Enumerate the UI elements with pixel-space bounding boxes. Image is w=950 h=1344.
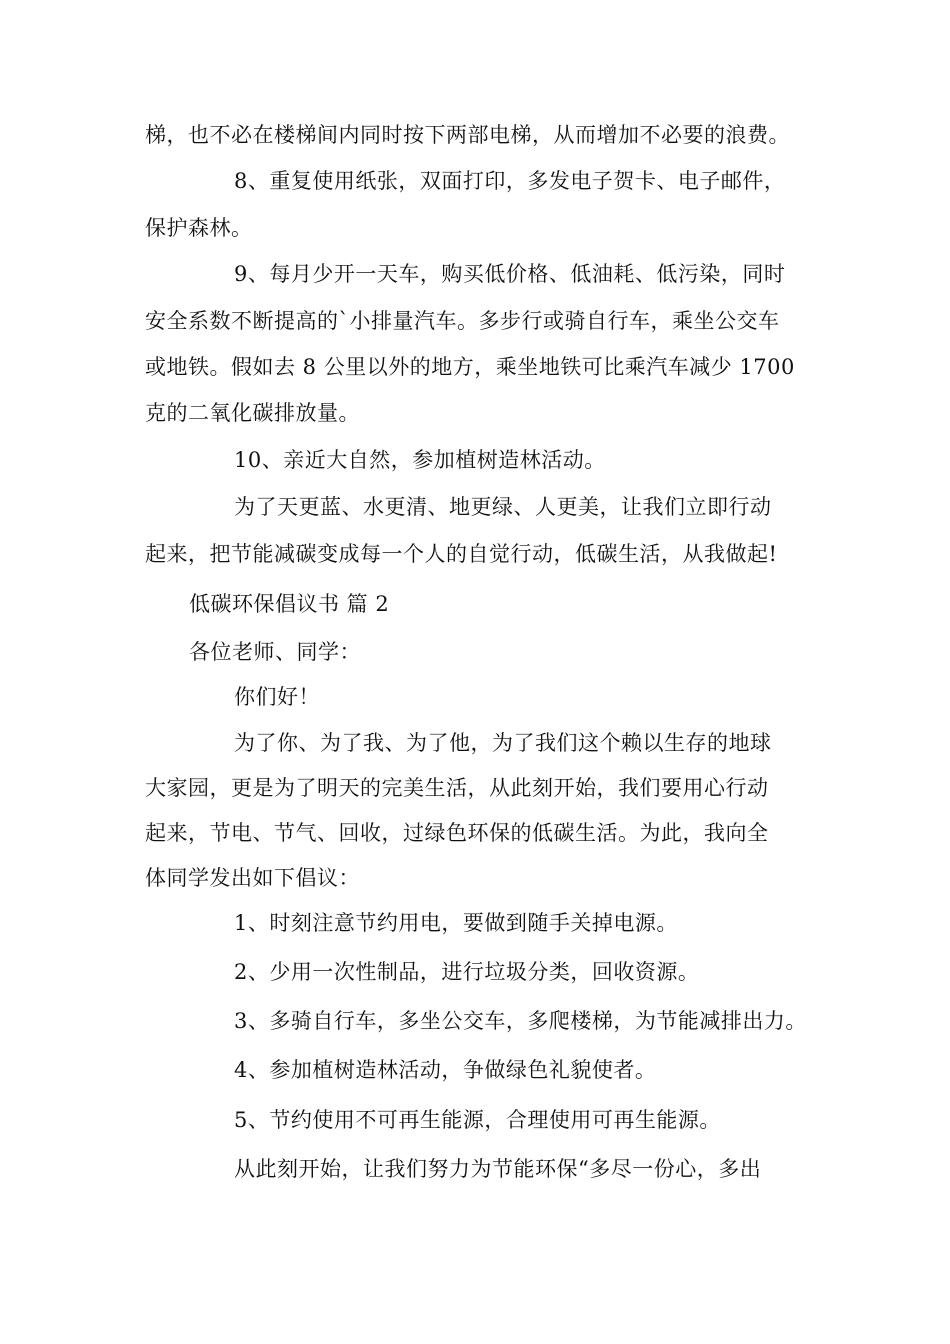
text-line-15: 大家园，更是为了明天的完美生活，从此刻开始，我们要用心行动 — [145, 776, 769, 800]
salutation: 各位老师、同学： — [189, 640, 361, 664]
greeting: 你们好！ — [234, 685, 320, 709]
text-line-5: 安全系数不断提高的`小排量汽车。多步行或骑自行车，乘坐公交车 — [145, 309, 780, 333]
text-line-10: 起来，把节能减碳变成每一个人的自觉行动，低碳生活，从我做起! — [145, 542, 778, 566]
text-line-3: 保护森林。 — [145, 216, 253, 240]
text-line-23: 从此刻开始，让我们努力为节能环保“多尽一份心，多出 — [234, 1157, 762, 1181]
text-line-6: 或地铁。假如去 8 公里以外的地方，乘坐地铁可比乘汽车减少 1700 — [145, 355, 795, 379]
section-heading: 低碳环保倡议书 篇 2 — [189, 592, 390, 616]
list-item-3: 3、多骑自行车，多坐公交车，多爬楼梯，为节能减排出力。 — [234, 1009, 807, 1033]
text-line-8: 10、亲近大自然，参加植树造林活动。 — [234, 448, 606, 472]
list-item-4: 4、参加植树造林活动，争做绿色礼貌使者。 — [234, 1058, 657, 1082]
text-line-9: 为了天更蓝、水更清、地更绿、人更美，让我们立即行动 — [234, 495, 772, 519]
text-line-7: 克的二氧化碳排放量。 — [145, 401, 360, 425]
list-item-1: 1、时刻注意节约用电，要做到随手关掉电源。 — [234, 911, 678, 935]
text-line-2: 8、重复使用纸张，双面打印，多发电子贺卡、电子邮件， — [234, 169, 786, 193]
list-item-2: 2、少用一次性制品，进行垃圾分类，回收资源。 — [234, 960, 700, 984]
list-item-5: 5、节约使用不可再生能源，合理使用可再生能源。 — [234, 1108, 721, 1132]
text-line-14: 为了你、为了我、为了他，为了我们这个赖以生存的地球 — [234, 731, 772, 755]
text-line-17: 体同学发出如下倡议： — [145, 866, 360, 890]
text-line-4: 9、每月少开一天车，购买低价格、低油耗、低污染，同时 — [234, 262, 786, 286]
text-line-16: 起来，节电、节气、回收，过绿色环保的低碳生活。为此，我向全 — [145, 821, 769, 845]
text-line-1: 梯，也不必在楼梯间内同时按下两部电梯，从而增加不必要的浪费。 — [145, 123, 790, 147]
